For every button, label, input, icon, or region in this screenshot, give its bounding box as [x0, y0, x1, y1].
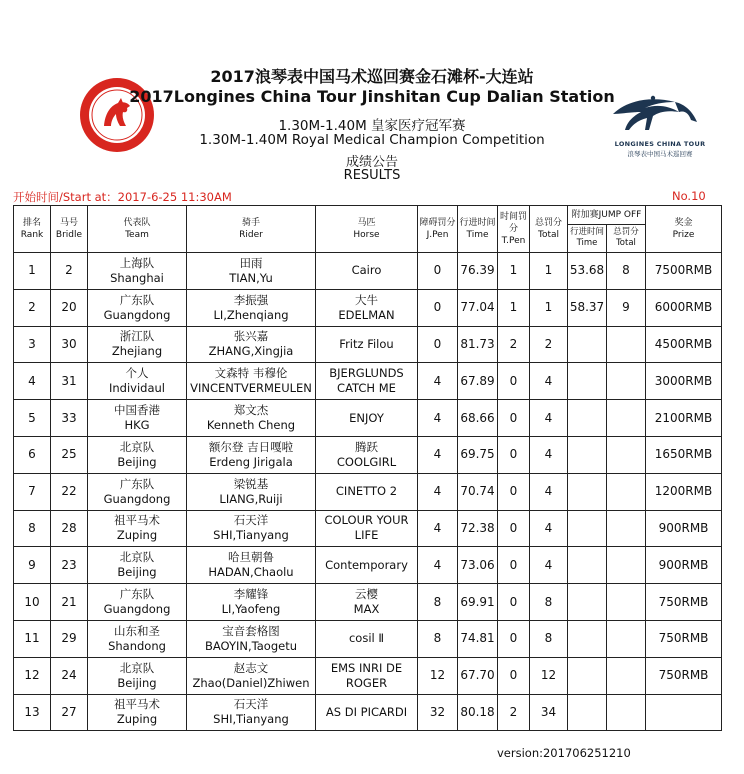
- start-time: 开始时间/Start at：2017-6-25 11:30AM: [13, 190, 232, 204]
- cell-total: 8: [530, 584, 568, 621]
- cell-rank: 7: [14, 473, 51, 510]
- cell-jumpoff-time: [568, 584, 607, 620]
- cell-jpen: 4: [418, 473, 458, 510]
- cell-rank: 2: [14, 289, 51, 326]
- cell-time: 67.89: [458, 363, 498, 400]
- cell-tpen: 0: [498, 510, 530, 547]
- col-jumpoff-time: 行进时间 Time: [568, 225, 607, 252]
- table-row: [14, 547, 722, 584]
- cell-total: 4: [530, 510, 568, 547]
- cell-prize: [646, 694, 722, 731]
- cell-team: 浙江队 Zhejiang: [88, 326, 187, 363]
- cell-horse: cosil Ⅱ: [316, 620, 418, 657]
- cell-jpen: 0: [418, 253, 458, 290]
- cell-jumpoff-total: [607, 363, 645, 399]
- cell-jpen: 12: [418, 657, 458, 694]
- cell-time: 68.66: [458, 400, 498, 437]
- cell-rider: 李耀锋 LI,Yaofeng: [187, 584, 316, 621]
- cell-horse: AS DI PICARDI: [316, 694, 418, 731]
- cell-jumpoff-total: 9: [622, 300, 630, 315]
- cell-bridle: 25: [51, 436, 88, 473]
- cell-bridle: 20: [51, 289, 88, 326]
- cell-prize: 900RMB: [646, 547, 722, 584]
- cell-prize: 750RMB: [646, 657, 722, 694]
- cell-jumpoff-time: [568, 437, 607, 473]
- cell-rank: 10: [14, 584, 51, 621]
- cell-jumpoff: [568, 657, 646, 694]
- cell-prize: 750RMB: [646, 620, 722, 657]
- cell-jpen: 0: [418, 326, 458, 363]
- cell-total: 4: [530, 547, 568, 584]
- cell-jumpoff: [568, 289, 646, 326]
- cell-rank: 6: [14, 436, 51, 473]
- competition-title-cn: 1.30M-1.40M 皇家医疗冠军赛: [278, 118, 466, 134]
- cell-prize: 750RMB: [646, 584, 722, 621]
- table-row: [14, 253, 722, 290]
- cell-jpen: 4: [418, 510, 458, 547]
- cell-bridle: 31: [51, 363, 88, 400]
- cell-bridle: 33: [51, 400, 88, 437]
- table-row: [14, 694, 722, 731]
- table-row: [14, 400, 722, 437]
- col-total: 总罚分 Total: [530, 206, 568, 253]
- cell-rider: 石天洋 SHI,Tianyang: [187, 510, 316, 547]
- cell-time: 77.04: [458, 289, 498, 326]
- cell-rider: 哈旦朝鲁 HADAN,Chaolu: [187, 547, 316, 584]
- cell-total: 34: [530, 694, 568, 731]
- cell-jpen: 32: [418, 694, 458, 731]
- cell-rider: 宝音套格图 BAOYIN,Taogetu: [187, 620, 316, 657]
- cell-team: 北京队 Beijing: [88, 547, 187, 584]
- cell-rank: 9: [14, 547, 51, 584]
- cell-bridle: 29: [51, 620, 88, 657]
- cell-team: 广东队 Guangdong: [88, 584, 187, 621]
- competition-title-en: 1.30M-1.40M Royal Medical Champion Competition: [199, 132, 545, 148]
- cell-jumpoff-time: [568, 511, 607, 547]
- cell-bridle: 23: [51, 547, 88, 584]
- cell-team: 祖平马术 Zuping: [88, 510, 187, 547]
- cell-total: 8: [530, 620, 568, 657]
- cell-jumpoff: [568, 510, 646, 547]
- cell-jumpoff: [568, 326, 646, 363]
- cell-jumpoff-total: [607, 400, 645, 436]
- cell-tpen: 1: [498, 253, 530, 290]
- cell-jumpoff-time: 58.37: [568, 290, 607, 326]
- cell-rank: 1: [14, 253, 51, 290]
- cell-total: 4: [530, 473, 568, 510]
- cell-prize: 900RMB: [646, 510, 722, 547]
- event-title-en: 2017Longines China Tour Jinshitan Cup Dalian Station: [129, 87, 615, 106]
- cell-bridle: 2: [51, 253, 88, 290]
- cell-horse: CINETTO 2: [316, 473, 418, 510]
- cell-jpen: 8: [418, 620, 458, 657]
- cell-jumpoff-time: [568, 327, 607, 363]
- cell-team: 广东队 Guangdong: [88, 473, 187, 510]
- cell-jumpoff-total: [607, 327, 645, 363]
- cell-time: 76.39: [458, 253, 498, 290]
- cell-horse: 大牛 EDELMAN: [316, 289, 418, 326]
- cell-time: 70.74: [458, 473, 498, 510]
- cell-total: 12: [530, 657, 568, 694]
- col-jumpoff: 附加赛JUMP OFF 行进时间 Time 总罚分 Total: [568, 206, 646, 253]
- cell-tpen: 2: [498, 326, 530, 363]
- cell-bridle: 30: [51, 326, 88, 363]
- cell-time: 73.06: [458, 547, 498, 584]
- cell-jumpoff-total: [607, 547, 645, 583]
- cell-jumpoff-total: [607, 584, 645, 620]
- cell-total: 4: [530, 400, 568, 437]
- cell-jumpoff-time: [568, 695, 607, 731]
- cell-team: 上海队 Shanghai: [88, 253, 187, 290]
- cell-horse: 云樱 MAX: [316, 584, 418, 621]
- cell-jumpoff: [568, 473, 646, 510]
- cell-prize: 2100RMB: [646, 400, 722, 437]
- cell-jumpoff-time: 53.68: [568, 253, 607, 289]
- cell-rank: 13: [14, 694, 51, 731]
- col-team: 代表队 Team: [88, 206, 187, 253]
- cell-team: 北京队 Beijing: [88, 657, 187, 694]
- cell-jpen: 4: [418, 363, 458, 400]
- cell-horse: Contemporary: [316, 547, 418, 584]
- cell-prize: 1200RMB: [646, 473, 722, 510]
- cell-rider: 文森特 韦穆伦 VINCENTVERMEULEN: [187, 363, 316, 400]
- cell-tpen: 2: [498, 694, 530, 731]
- cell-total: 4: [530, 363, 568, 400]
- cell-team: 山东和圣 Shandong: [88, 620, 187, 657]
- cell-horse: BJERGLUNDS CATCH ME: [316, 363, 418, 400]
- cell-jumpoff: [568, 620, 646, 657]
- cell-jumpoff-time: [568, 621, 607, 657]
- cell-bridle: 24: [51, 657, 88, 694]
- cell-jpen: 4: [418, 547, 458, 584]
- col-prize: 奖金 Prize: [646, 206, 722, 253]
- cell-bridle: 21: [51, 584, 88, 621]
- cell-jumpoff-total: [607, 511, 645, 547]
- cell-bridle: 22: [51, 473, 88, 510]
- table-row: [14, 657, 722, 694]
- cell-prize: 4500RMB: [646, 326, 722, 363]
- col-tpen: 时间罚 分 T.Pen: [498, 206, 530, 253]
- cell-jumpoff-time: [568, 363, 607, 399]
- cell-rank: 8: [14, 510, 51, 547]
- cell-jumpoff: [568, 436, 646, 473]
- cell-jumpoff: [568, 694, 646, 731]
- cell-horse: 腾跃 COOLGIRL: [316, 436, 418, 473]
- longines-logo-text-cn: 浪琴表中国马术巡回赛: [627, 150, 693, 158]
- cell-time: 81.73: [458, 326, 498, 363]
- table-row: [14, 363, 722, 400]
- cell-rank: 12: [14, 657, 51, 694]
- results-number: No.10: [672, 189, 706, 203]
- cell-prize: 6000RMB: [646, 289, 722, 326]
- cell-time: 69.91: [458, 584, 498, 621]
- cell-prize: 7500RMB: [646, 253, 722, 290]
- cell-horse: Fritz Filou: [316, 326, 418, 363]
- cell-jumpoff-time: [568, 400, 607, 436]
- cell-total: 2: [530, 326, 568, 363]
- cell-rider: 额尔登 吉日嘎啦 Erdeng Jirigala: [187, 436, 316, 473]
- cell-jumpoff: [568, 253, 646, 290]
- cell-jpen: 0: [418, 289, 458, 326]
- cell-time: 74.81: [458, 620, 498, 657]
- cell-time: 72.38: [458, 510, 498, 547]
- cell-jpen: 4: [418, 400, 458, 437]
- results-title-en: RESULTS: [343, 168, 401, 183]
- cell-tpen: 0: [498, 657, 530, 694]
- cell-jumpoff-time: [568, 658, 607, 694]
- cell-jumpoff: [568, 547, 646, 584]
- col-jpen: 障碍罚分 J.Pen: [418, 206, 458, 253]
- cell-rank: 3: [14, 326, 51, 363]
- table-row: [14, 289, 722, 326]
- cell-prize: 3000RMB: [646, 363, 722, 400]
- table-row: [14, 584, 722, 621]
- cell-jumpoff-total: [607, 437, 645, 473]
- table-row: [14, 620, 722, 657]
- table-header-row: [14, 206, 722, 253]
- col-time: 行进时间 Time: [458, 206, 498, 253]
- cell-team: 个人 Individaul: [88, 363, 187, 400]
- cell-rider: 田雨 TIAN,Yu: [187, 253, 316, 290]
- cell-jumpoff-total: [607, 658, 645, 694]
- cell-rider: 赵志文 Zhao(Daniel)Zhiwen: [187, 657, 316, 694]
- cell-rank: 5: [14, 400, 51, 437]
- cell-tpen: 1: [498, 289, 530, 326]
- table-row: [14, 510, 722, 547]
- cell-time: 69.75: [458, 436, 498, 473]
- event-title-cn: 2017浪琴表中国马术巡回赛金石滩杯-大连站: [210, 67, 534, 86]
- cell-horse: ENJOY: [316, 400, 418, 437]
- cell-jumpoff-total: 8: [622, 263, 630, 278]
- cell-horse: EMS INRI DE ROGER: [316, 657, 418, 694]
- cell-horse: Cairo: [316, 253, 418, 290]
- cell-rider: 石天洋 SHI,Tianyang: [187, 694, 316, 731]
- cell-rider: 张兴嘉 ZHANG,Xingjia: [187, 326, 316, 363]
- cell-horse: COLOUR YOUR LIFE: [316, 510, 418, 547]
- col-bridle: 马号 Bridle: [51, 206, 88, 253]
- cell-tpen: 0: [498, 363, 530, 400]
- table-row: [14, 473, 722, 510]
- cell-tpen: 0: [498, 473, 530, 510]
- cell-rider: 李振强 LI,Zhenqiang: [187, 289, 316, 326]
- cell-team: 祖平马术 Zuping: [88, 694, 187, 731]
- cell-jumpoff: [568, 400, 646, 437]
- version-label: version:201706251210: [497, 746, 631, 760]
- cell-bridle: 27: [51, 694, 88, 731]
- cell-jpen: 8: [418, 584, 458, 621]
- cell-total: 4: [530, 436, 568, 473]
- cell-jumpoff: [568, 363, 646, 400]
- cell-time: 67.70: [458, 657, 498, 694]
- cell-prize: 1650RMB: [646, 436, 722, 473]
- cell-jumpoff-total: [607, 474, 645, 510]
- cell-rider: 梁锐基 LIANG,Ruiji: [187, 473, 316, 510]
- col-jumpoff-total: 总罚分 Total: [613, 227, 639, 248]
- col-rank: 排名 Rank: [14, 206, 51, 253]
- cell-tpen: 0: [498, 584, 530, 621]
- cell-bridle: 28: [51, 510, 88, 547]
- cell-team: 中国香港 HKG: [88, 400, 187, 437]
- cell-tpen: 0: [498, 620, 530, 657]
- cell-rank: 11: [14, 620, 51, 657]
- results-table: [13, 205, 722, 731]
- cell-jumpoff-time: [568, 547, 607, 583]
- longines-logo-text-en: LONGINES CHINA TOUR: [614, 140, 706, 148]
- cell-total: 1: [530, 253, 568, 290]
- results-title-cn: 成绩公告: [345, 155, 398, 170]
- col-horse: 马匹 Horse: [316, 206, 418, 253]
- cell-tpen: 0: [498, 547, 530, 584]
- cell-tpen: 0: [498, 436, 530, 473]
- cell-tpen: 0: [498, 400, 530, 437]
- cell-jumpoff-total: [607, 695, 645, 731]
- cell-rank: 4: [14, 363, 51, 400]
- cell-jumpoff: [568, 584, 646, 621]
- cell-rider: 郑文杰 Kenneth Cheng: [187, 400, 316, 437]
- cell-time: 80.18: [458, 694, 498, 731]
- table-row: [14, 326, 722, 363]
- cell-jpen: 4: [418, 436, 458, 473]
- cell-total: 1: [530, 289, 568, 326]
- cell-team: 北京队 Beijing: [88, 436, 187, 473]
- cell-jumpoff-total: [607, 621, 645, 657]
- col-rider: 骑手 Rider: [187, 206, 316, 253]
- cell-jumpoff-time: [568, 474, 607, 510]
- cell-team: 广东队 Guangdong: [88, 289, 187, 326]
- table-row: [14, 436, 722, 473]
